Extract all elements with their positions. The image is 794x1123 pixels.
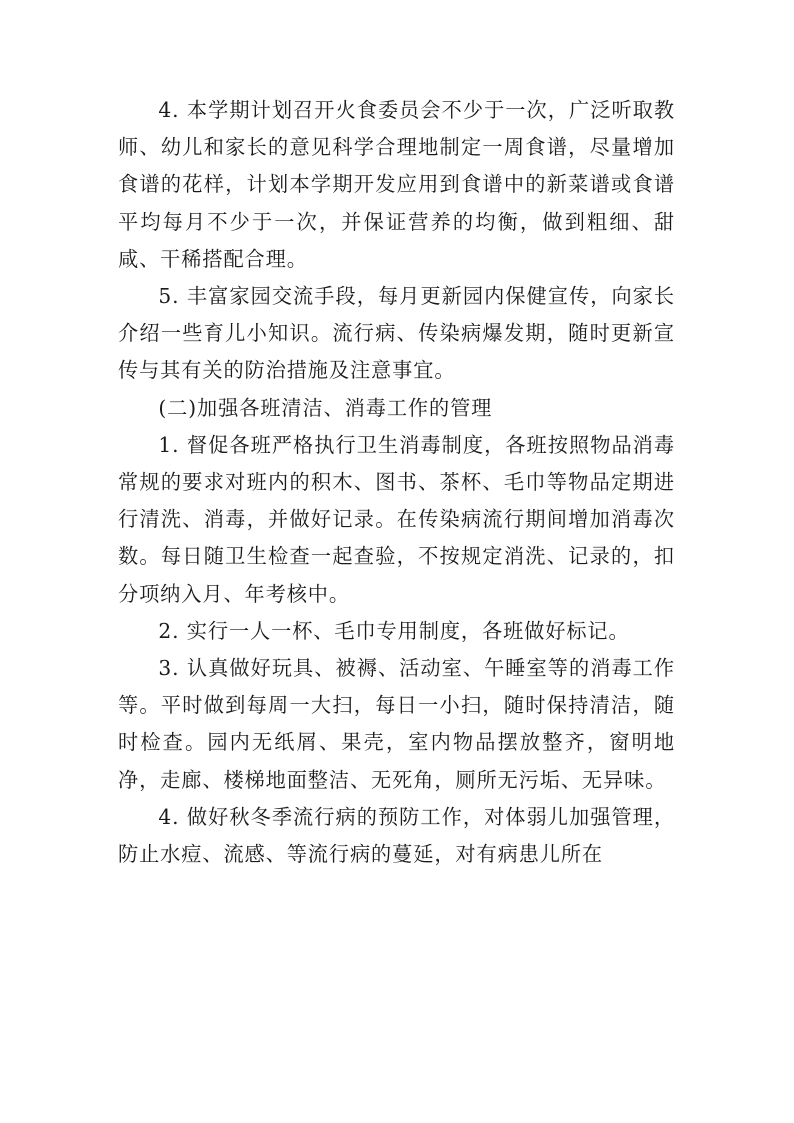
paragraph-epidemic-prevention: 4. 做好秋冬季流行病的预防工作，对体弱儿加强管理，防止水痘、流感、等流行病的蔓延，对有病患儿所在 — [118, 804, 675, 867]
paragraph-home-school-communication: 5. 丰富家园交流手段，每月更新园内保健宣传，向家长介绍一些育儿小知识。流行病、传染病爆发期，随时更新宣传与其有关的防治措施及注意事宜。 — [118, 284, 675, 383]
document-body — [118, 92, 675, 873]
section-heading-cleaning-disinfection: (二)加强各班清洁、消毒工作的管理 — [158, 395, 493, 420]
paragraph-toys-bedding-cleaning: 3. 认真做好玩具、被褥、活动室、午睡室等的消毒工作等。平时做到每周一大扫，每日一小扫，随时保持清洁，随时检查。园内无纸屑、果壳，室内物品摆放整齐，窗明地净，走廊、楼梯地面整洁、无死角，厕所无污垢、无异味。 — [118, 656, 675, 792]
paragraph-disinfection-system: 1. 督促各班严格执行卫生消毒制度，各班按照物品消毒常规的要求对班内的积木、图书、茶杯、毛巾等物品定期进行清洗、消毒，并做好记录。在传染病流行期间增加消毒次数。每日随卫生检查一起查验，不按规定消洗、记录的，扣分项纳入月、年考核中。 — [118, 432, 675, 606]
paragraph-menu-committee: 4. 本学期计划召开火食委员会不少于一次，广泛听取教师、幼儿和家长的意见科学合理地制定一周食谱，尽量增加食谱的花样，计划本学期开发应用到食谱中的新菜谱或食谱平均每月不少于一次，并保证营养的均衡，做到粗细、甜咸、干稀搭配合理。 — [118, 98, 675, 271]
paragraph-cup-towel-system: 2. 实行一人一杯、毛巾专用制度，各班做好标记。 — [158, 618, 630, 643]
